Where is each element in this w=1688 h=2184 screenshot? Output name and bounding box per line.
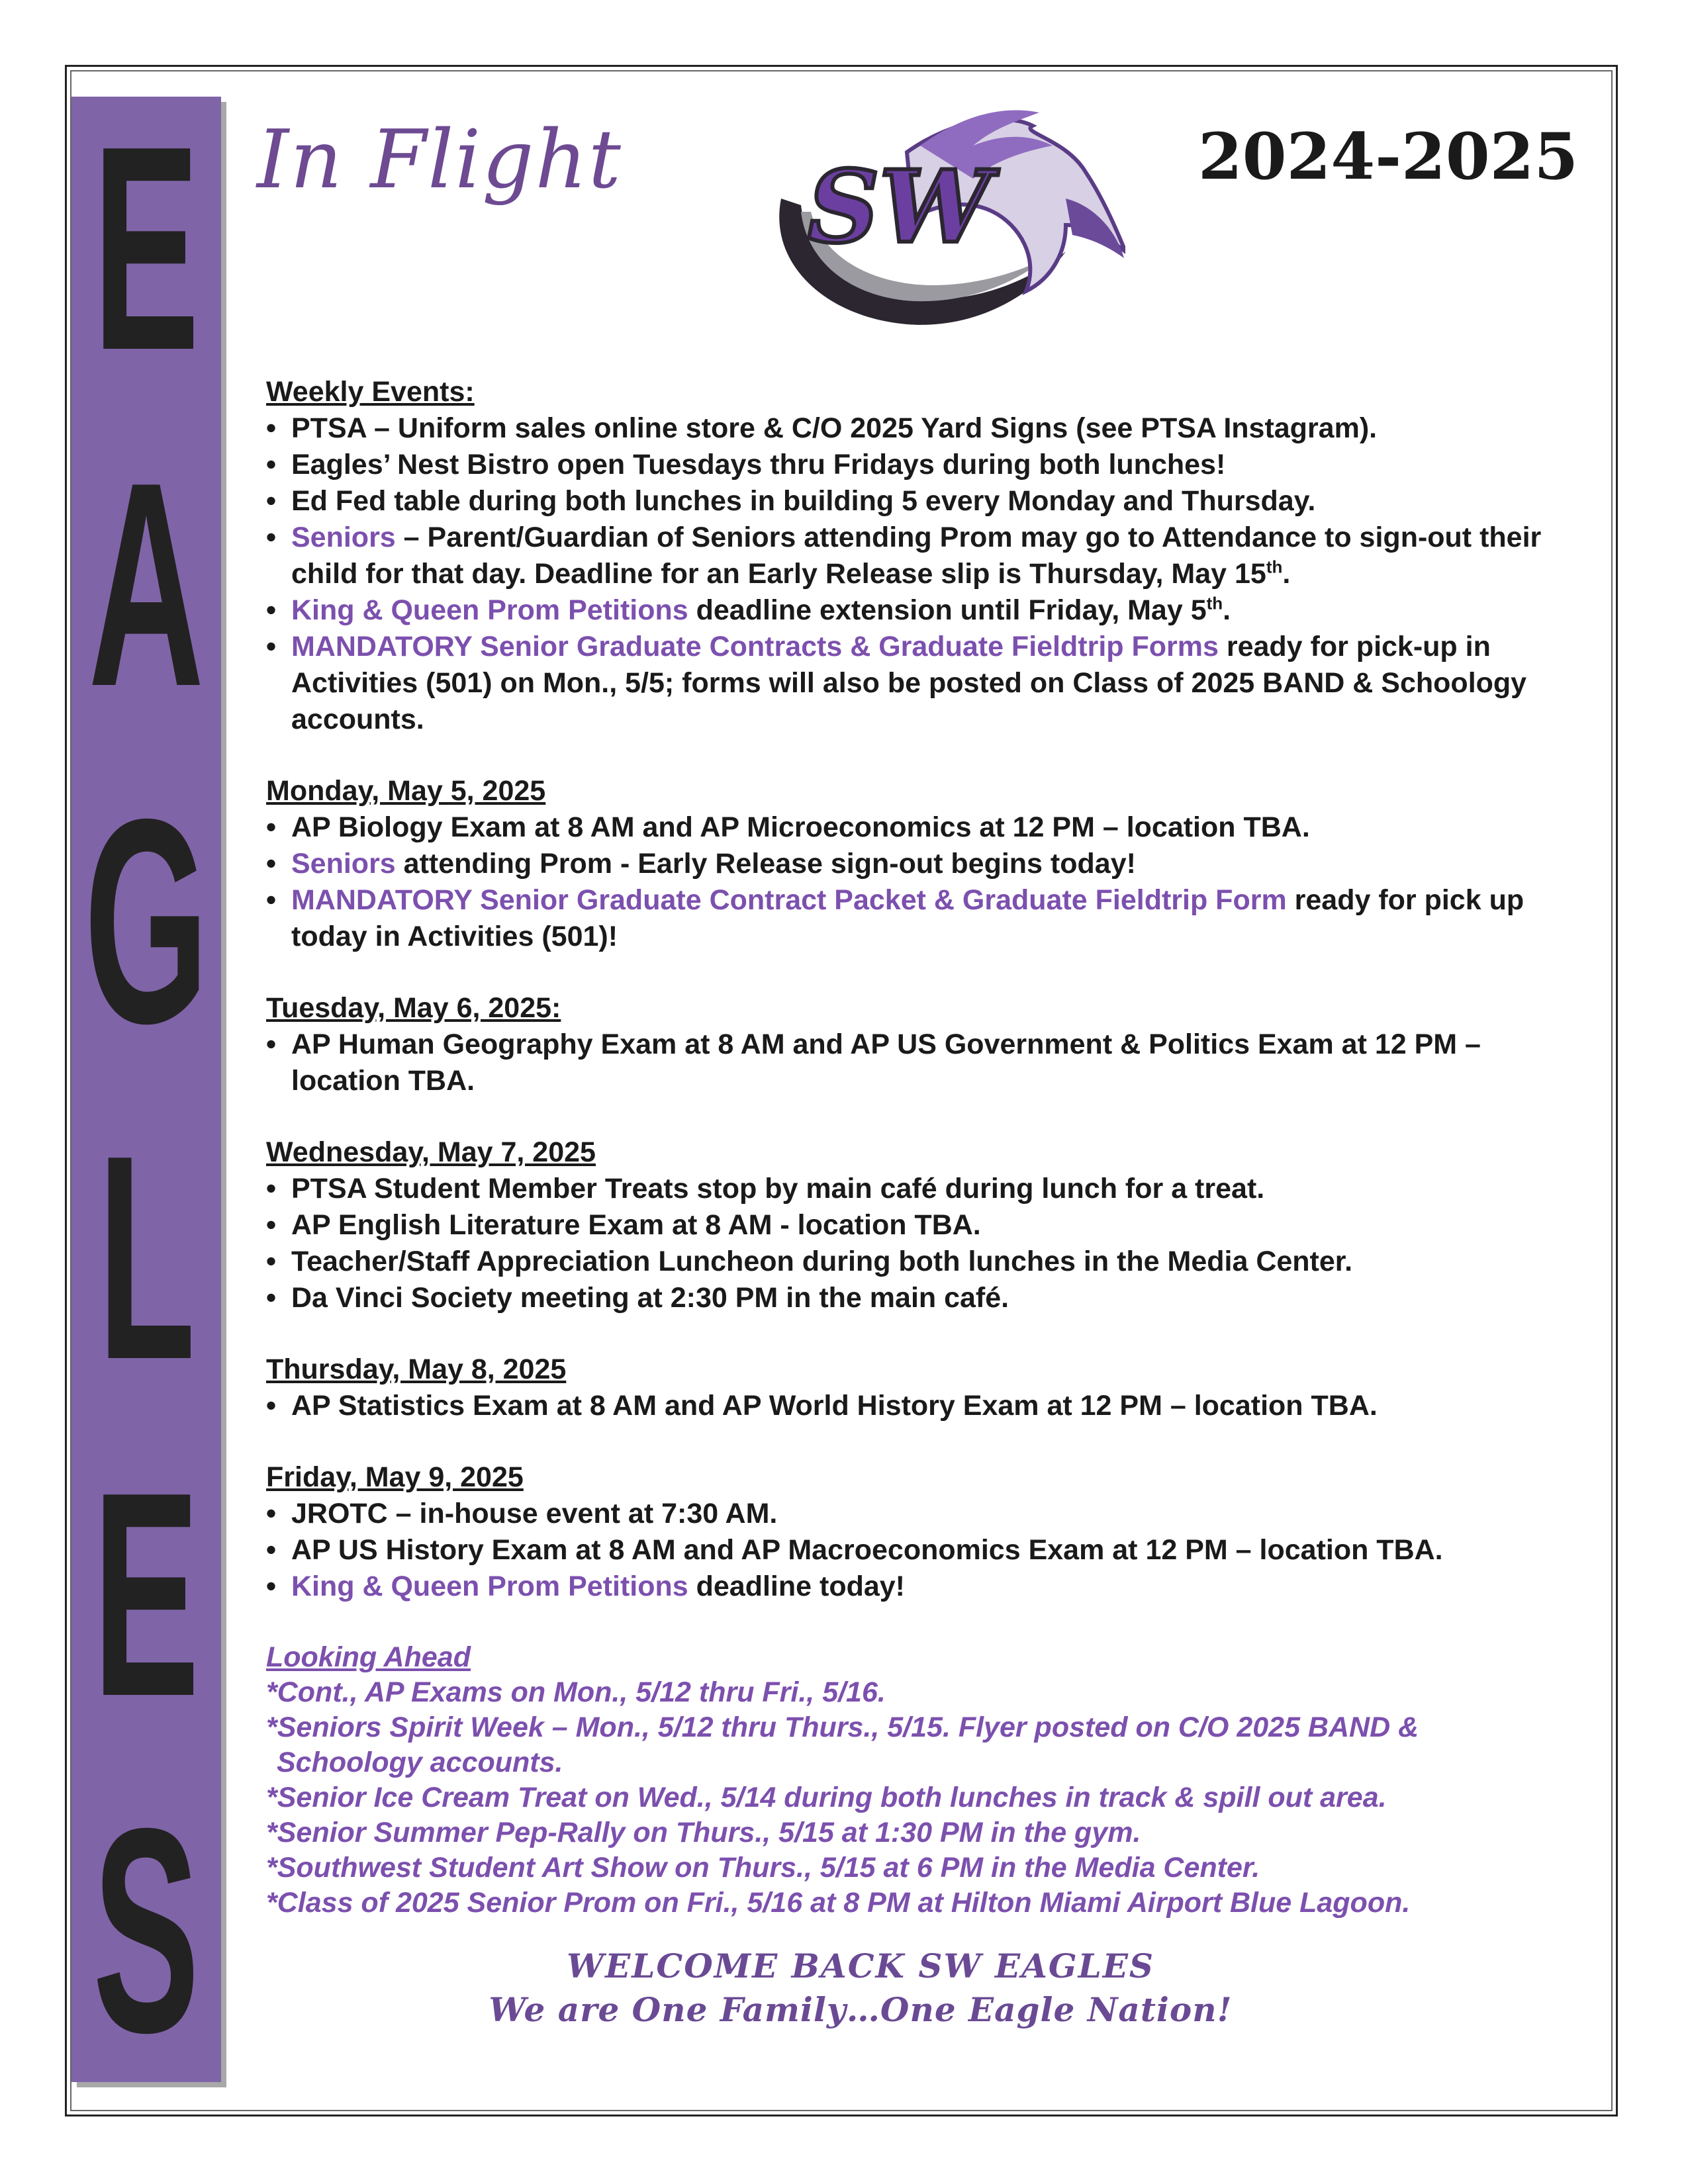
highlight-text: King & Queen Prom Petitions (291, 1570, 688, 1602)
highlight-text: Seniors (291, 522, 396, 553)
list-item (266, 483, 1577, 520)
section-heading: Thursday, May 8, 2025 (266, 1353, 567, 1385)
list-item (266, 846, 1577, 882)
section-heading: Weekly Events: (266, 376, 475, 408)
events-list (266, 1496, 1577, 1605)
list-item (266, 1280, 1577, 1316)
weekly-events-section (266, 374, 1577, 738)
list-item (266, 410, 1577, 447)
item-text: deadline today! (688, 1570, 906, 1602)
item-text: JROTC – in-house event at 7:30 AM. (291, 1498, 778, 1529)
highlight-text: MANDATORY Senior Graduate Contracts & Graduate Fieldtrip Forms (291, 631, 1219, 662)
events-list (266, 1026, 1577, 1099)
item-text: AP US History Exam at 8 AM and AP Macroeconomics Exam at 12 PM – location TBA. (291, 1534, 1443, 1566)
wednesday-section (266, 1134, 1577, 1316)
sidebar-letter: E (93, 86, 200, 411)
list-item (266, 882, 1577, 955)
newsletter-title: In Flight (257, 113, 622, 206)
section-heading: Monday, May 5, 2025 (266, 775, 546, 807)
monday-section (266, 773, 1577, 955)
eagle-logo-icon (755, 99, 1125, 338)
item-text: AP Biology Exam at 8 AM and AP Microeconomics at 12 PM – location TBA. (291, 811, 1310, 843)
school-year: 2024-2025 (1198, 119, 1579, 194)
item-text: attending Prom - Early Release sign-out begins today! (395, 848, 1136, 880)
logo-text: SW (808, 149, 991, 265)
welcome-line: WELCOME BACK SW EAGLES (567, 1946, 1154, 1985)
list-item (266, 1171, 1577, 1207)
list-item (266, 629, 1577, 738)
list-item (266, 1207, 1577, 1244)
looking-ahead-item: *Class of 2025 Senior Prom on Fri., 5/16 at 8 PM at Hilton Miami Airport Blue Lagoon. (266, 1887, 1411, 1919)
list-item (266, 1244, 1577, 1280)
item-text: ready for pick-up in Activities (501) on Mon., 5/5; forms will also be posted on Class of 2025 BAND & Schoology accounts. (291, 631, 1527, 735)
item-punct: . (1223, 594, 1231, 626)
events-list (266, 1171, 1577, 1316)
item-text: Teacher/Staff Appreciation Luncheon during both lunches in the Media Center. (291, 1246, 1353, 1277)
item-text: AP Statistics Exam at 8 AM and AP World History Exam at 12 PM – location TBA. (291, 1390, 1378, 1422)
events-list (266, 809, 1577, 955)
list-item (266, 1532, 1577, 1569)
list-item (266, 447, 1577, 483)
item-text: PTSA – Uniform sales online store & C/O 2025 Yard Signs (see PTSA Instagram). (291, 412, 1378, 444)
looking-ahead-item: Schoology accounts. (277, 1747, 563, 1778)
item-text: ready for pick up today in Activities (501)! (291, 884, 1524, 952)
sidebar-letter: G (83, 758, 209, 1084)
item-text: AP Human Geography Exam at 8 AM and AP US Government & Politics Exam at 12 PM – location TBA. (291, 1028, 1481, 1097)
looking-ahead-item: *Senior Ice Cream Treat on Wed., 5/14 during both lunches in track & spill out area. (266, 1782, 1387, 1813)
item-text: deadline extension until Friday, May 5 (688, 594, 1207, 626)
section-heading: Wednesday, May 7, 2025 (266, 1136, 596, 1168)
item-text: Da Vinci Society meeting at 2:30 PM in the main café. (291, 1282, 1009, 1314)
item-punct: . (1282, 558, 1291, 590)
section-heading: Looking Ahead (266, 1641, 471, 1673)
friday-section (266, 1459, 1577, 1605)
looking-ahead-item: *Seniors Spirit Week – Mon., 5/12 thru Thurs., 5/15. Flyer posted on C/O 2025 BAND & (266, 1711, 1419, 1743)
ordinal-suffix: th (1206, 593, 1223, 614)
footer-slogan (265, 1944, 1456, 2032)
section-heading: Tuesday, May 6, 2025: (266, 992, 561, 1024)
list-item (266, 1569, 1577, 1605)
item-text: PTSA Student Member Treats stop by main café during lunch for a treat. (291, 1173, 1265, 1205)
looking-ahead-section (266, 1640, 1577, 1921)
list-item (266, 1026, 1577, 1099)
section-heading: Friday, May 9, 2025 (266, 1461, 524, 1493)
item-text: AP English Literature Exam at 8 AM - location TBA. (291, 1209, 981, 1241)
sidebar-letter: L (97, 1095, 195, 1421)
weekly-events-list (266, 410, 1577, 738)
sidebar-letter: S (93, 1768, 200, 2093)
list-item (266, 592, 1577, 629)
item-text: Ed Fed table during both lunches in building 5 every Monday and Thursday. (291, 485, 1316, 517)
list-item (266, 520, 1577, 592)
looking-ahead-item: *Cont., AP Exams on Mon., 5/12 thru Fri., 5/16. (266, 1676, 886, 1708)
list-item (266, 1388, 1577, 1424)
looking-ahead-item: *Senior Summer Pep-Rally on Thurs., 5/15 at 1:30 PM in the gym. (266, 1817, 1141, 1848)
highlight-text: Seniors (291, 848, 396, 880)
events-list (266, 1388, 1577, 1424)
ordinal-suffix: th (1266, 557, 1283, 577)
highlight-text: King & Queen Prom Petitions (291, 594, 688, 626)
sidebar-letter: E (93, 1432, 200, 1757)
sidebar-letter: A (88, 422, 205, 748)
item-text: Eagles’ Nest Bistro open Tuesdays thru Fridays during both lunches! (291, 449, 1226, 480)
item-text: – Parent/Guardian of Seniors attending Prom may go to Attendance to sign-out their child for that day. Deadline for an Early Release slip is Thursday, May 15 (291, 522, 1542, 590)
thursday-section (266, 1351, 1577, 1424)
list-item (266, 1496, 1577, 1532)
eagles-sidebar (71, 86, 221, 2093)
motto-line: We are One Family…One Eagle Nation! (489, 1990, 1233, 2029)
tuesday-section (266, 990, 1577, 1099)
highlight-text: MANDATORY Senior Graduate Contract Packet & Graduate Fieldtrip Form (291, 884, 1287, 916)
main-content (266, 374, 1577, 1921)
list-item (266, 809, 1577, 846)
looking-ahead-item: *Southwest Student Art Show on Thurs., 5/15 at 6 PM in the Media Center. (266, 1852, 1260, 1884)
